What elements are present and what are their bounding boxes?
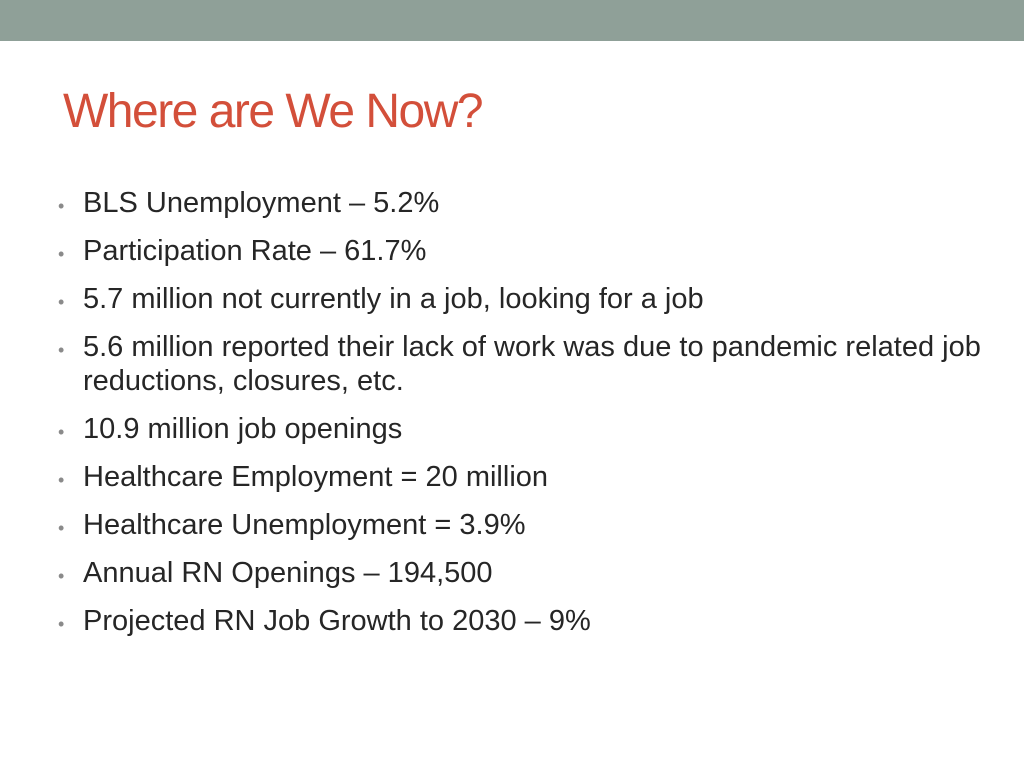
bullet-text: Annual RN Openings – 194,500	[83, 557, 493, 589]
bullet-dot-icon: •	[58, 470, 65, 490]
bullet-text: Projected RN Job Growth to 2030 – 9%	[83, 605, 591, 637]
bullet-dot-icon: •	[58, 196, 65, 216]
bullet-item	[58, 186, 988, 220]
bullet-item	[58, 234, 988, 268]
top-accent-bar	[0, 0, 1024, 41]
bullet-text: Participation Rate – 61.7%	[83, 235, 427, 267]
bullet-dot-icon: •	[58, 292, 65, 312]
bullet-list	[58, 186, 988, 652]
bullet-text: 5.7 million not currently in a job, looking for a job	[83, 283, 704, 315]
bullet-item	[58, 556, 988, 590]
bullet-dot-icon: •	[58, 422, 65, 442]
bullet-item	[58, 412, 988, 446]
bullet-item	[58, 460, 988, 494]
bullet-item	[58, 282, 988, 316]
bullet-text: 5.6 million reported their lack of work was due to pandemic related job reductions, closures, etc.	[83, 331, 981, 397]
bullet-dot-icon: •	[58, 566, 65, 586]
bullet-text: 10.9 million job openings	[83, 413, 403, 445]
bullet-dot-icon: •	[58, 244, 65, 264]
bullet-item	[58, 604, 988, 638]
bullet-dot-icon: •	[58, 614, 65, 634]
bullet-item	[58, 330, 988, 398]
bullet-text: BLS Unemployment – 5.2%	[83, 187, 440, 219]
bullet-item	[58, 508, 988, 542]
bullet-dot-icon: •	[58, 340, 65, 360]
bullet-text: Healthcare Employment = 20 million	[83, 461, 549, 493]
bullet-dot-icon: •	[58, 518, 65, 538]
bullet-text: Healthcare Unemployment = 3.9%	[83, 509, 526, 541]
slide-title: Where are We Now?	[63, 85, 483, 138]
